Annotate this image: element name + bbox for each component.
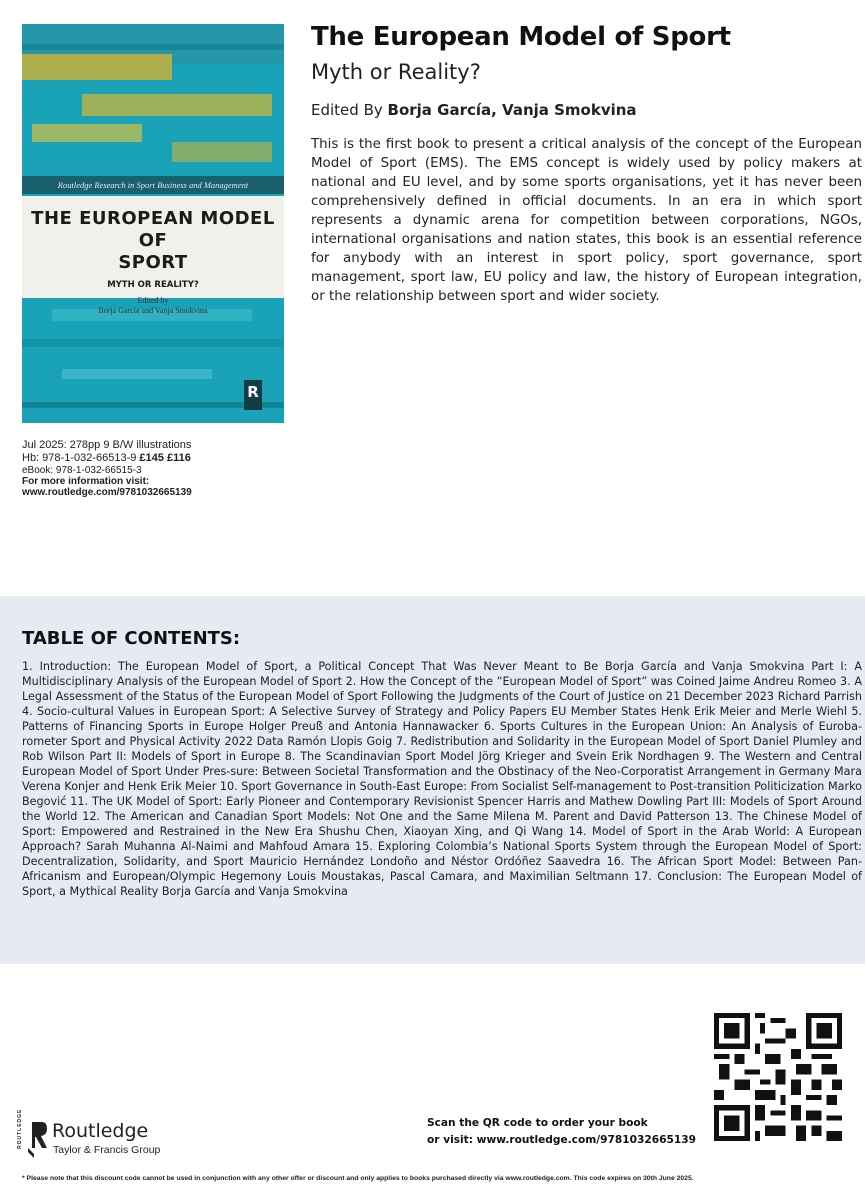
routledge-name: Routledge	[52, 1120, 149, 1142]
cover-editors: Edited by Borja García and Vanja Smokvina	[98, 296, 208, 315]
more-info-url[interactable]: www.routledge.com/9781032665139	[22, 487, 192, 498]
routledge-r-icon	[20, 1118, 48, 1158]
cover-subtitle: MYTH OR REALITY?	[107, 280, 199, 290]
book-subtitle: Myth or Reality?	[311, 60, 481, 84]
discount-footnote: * Please note that this discount code cannot be used in conjunction with any other offer or discount and only applies to books purchased directly via www.routledge.com. This code expires on 30th June 2025.	[22, 1175, 694, 1182]
hardback-isbn: Hb: 978-1-032-66513-9	[22, 452, 137, 464]
ebook-isbn: eBook: 978-1-032-66515-3	[22, 465, 142, 476]
routledge-cover-logo: R	[244, 380, 262, 410]
pub-date-pages: Jul 2025: 278pp 9 B/W illustrations	[22, 439, 192, 451]
book-cover-image	[22, 24, 284, 423]
scan-qr-text: Scan the QR code to order your book	[427, 1117, 648, 1129]
routledge-subtitle: Taylor & Francis Group	[53, 1144, 161, 1156]
qr-code-icon[interactable]	[714, 1013, 842, 1141]
cover-title: THE EUROPEAN MODEL OF SPORT	[31, 208, 275, 273]
toc-body: 1. Introduction: The European Model of Sport, a Political Concept That Was Never Meant to Be Borja García and Vanja Smokvina Part I: A Multidisciplinary Analysis of the European Model of Sport 2. How the Concept of the “European Model of Sport” was Coined Jaime Andreu Romeo 3. A Legal Assessment of the Status of the European Model of Sport Following the Judgments of the Court of Justice on 21 December 2023 Richard Parrish 4. Socio-cultural Values in European Sport: A Selective Survey of Strategy and Policy Papers EU Member States Henk Erik Meier and Merle Wiehl 5. Patterns of Financing Sports in Europe Holger Preuß and Antonia Hannawacker 6. Sports Cultures in the European Union: An Analysis of Euroba-rometer Sport and Physical Activity 2022 Data Ramón Llopis Goig 7. Redistribution and Solidarity in the European Model of Sport Daniel Plumley and Rob Wilson Part II: Models of Sport in Europe 8. The Scandinavian Sport Model Jörg Krieger and Svein Erik Nordhagen 9. The Western and Central European Model of Sport Under Pres-sure: Between Societal Transformation and the Obstinacy of the Neo-Corporatist Arrangement in Germany Mara Verena Konjer and Henk Erik Meier 10. Sport Governance in South-East Europe: From Socialist Self-management to Post-transition Politicization Marko Begović 11. The UK Model of Sport: Early Pioneer and Contemporary Revisionist Spencer Harris and Mathew Dowling Part III: Models of Sport Around the World 12. The American and Canadian Sport Models: Not One and the Same Milena M. Parent and David Patterson 13. The Chinese Model of Sport: Empowered and Restrained in the New Era Shushu Chen, Xiaoyan Xing, and Qi Wang 14. Model of Sport in the Arab World: A European Approach? Sarah Muhanna Al-Naimi and Mahfoud Amara 15. Exploring Colombia’s National Sports System through the European Model of Sport: Decentralization, Solidarity, and Sport Mauricio Hernández Londoño and Néstor Ordóñez Saavedra 16. The African Sport Model: Between Pan-Africanism and European/Olympic Hegemony Louis Moustakas, Pascal Camara, and Maximilian Seltmann 17. Conclusion: The European Model of Sport, a Mythical Reality Borja García and Vanja Smokvina	[22, 660, 862, 898]
book-description: This is the first book to present a critical analysis of the concept of the European Model of Sport (EMS). The EMS concept is widely used by policy makers at national and EU level, and by some sports organisations, yet it has never been comprehensively defined in official documents. In an era in which sport represents a dynamic arena for competition between corporations, NGOs, international organisations and nation states, this book is an essential reference for anybody with an interest in sport policy, sport governance, sport management, sport law, EU policy and law, the history of European integration, or the relationship between sport and wider society.	[311, 137, 862, 304]
order-url-text[interactable]: or visit: www.routledge.com/9781032665139	[427, 1134, 696, 1146]
toc-heading: TABLE OF CONTENTS:	[22, 628, 241, 649]
book-title: The European Model of Sport	[311, 22, 731, 52]
cover-series-band: Routledge Research in Sport Business and Management	[22, 176, 284, 194]
editor-names: Borja García, Vanja Smokvina	[387, 101, 637, 119]
book-editors	[311, 101, 637, 119]
cover-title-panel	[22, 196, 284, 315]
routledge-vertical-text: ROUTLEDGE	[17, 1108, 23, 1149]
hardback-line	[22, 452, 192, 465]
publication-info	[22, 439, 192, 498]
hardback-price: £145 £116	[139, 452, 191, 464]
order-instructions	[427, 1115, 696, 1149]
edited-by-label: Edited By	[311, 101, 383, 119]
more-info-label: For more information visit:	[22, 476, 150, 487]
